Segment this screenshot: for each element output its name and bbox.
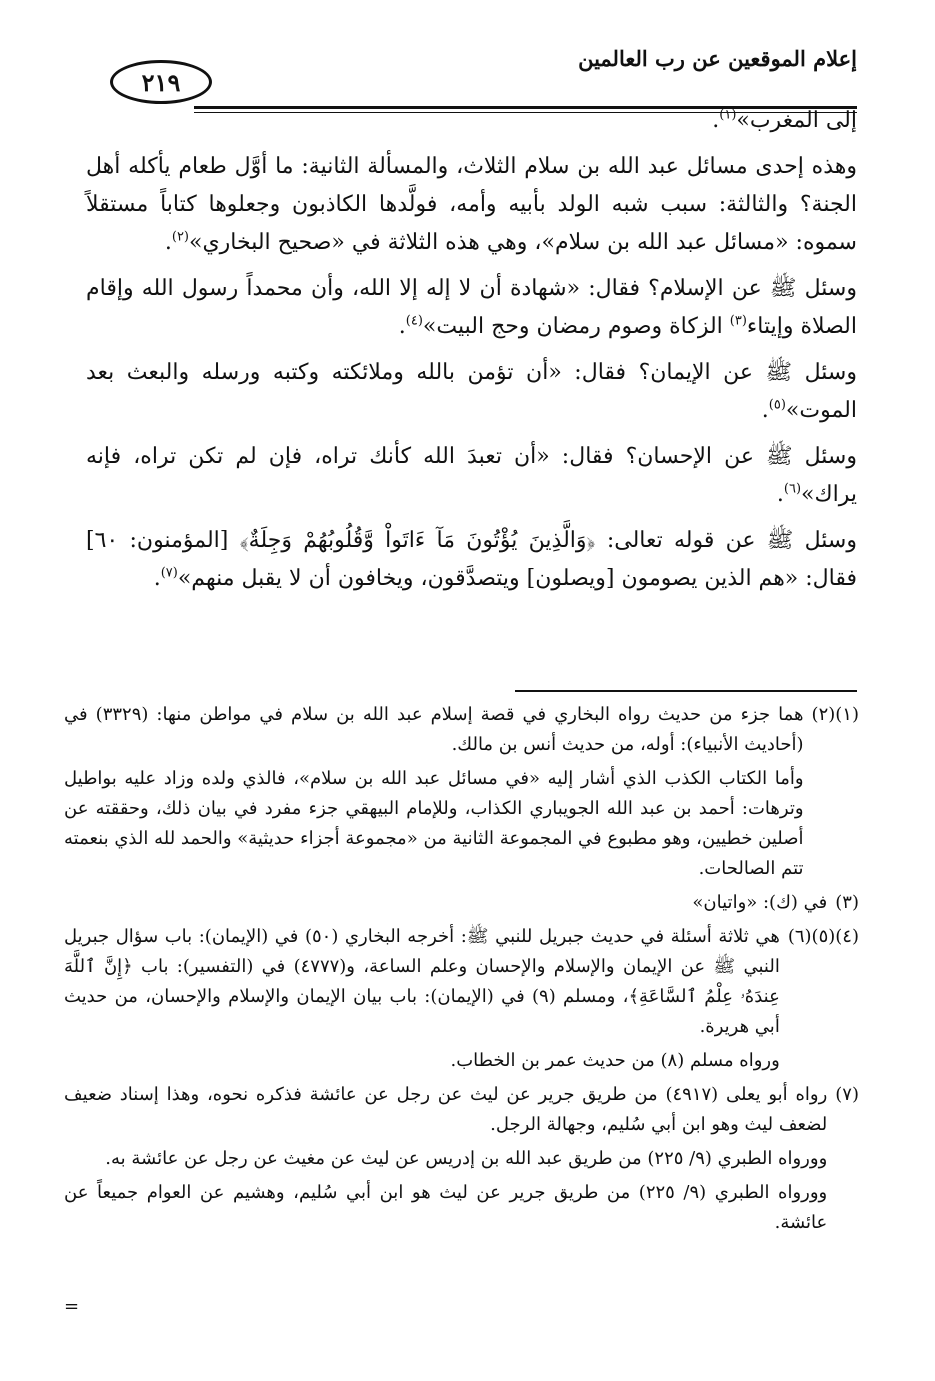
footnote-ref[interactable]: (٣) [729, 313, 747, 329]
main-text [86, 102, 857, 606]
footnote-ref[interactable]: (٧) [160, 565, 178, 581]
footnote-number: (٧) [835, 1084, 859, 1105]
paragraph-6: وسئل ﷺ عن قوله تعالى: ﴿وَالَّذِينَ يُؤْتُونَ مَآ ءَاتَواْ وَّقُلُوبُهُمْ وَجِلَةٌ﴾ [المؤمنون: ٦٠] فقال: «هم الذين يصومون [ويصلون] ويتصدَّقون، ويخافون أن لا يقبل منهم»$^{(٧)}$. [86, 528, 857, 591]
footnote-4-5-6: (٤)(٥)(٦) هي ثلاثة أسئلة في حديث جبريل للنبي ﷺ: أخرجه البخاري (٥٠) في (الإيمان): باب سؤال جبريل النبي ﷺ عن الإيمان والإسلام والإحسان وعلم الساعة، و(٤٧٧٧) في (التفسير): باب ﴿إِنَّ ٱللَّهَ عِندَهُۥ عِلْمُ ٱلسَّاعَةِ﴾، ومسلم (٩) في (الإيمان): باب بيان الإيمان والإسلام والإحسان، من حديث أبي هريرة. ورواه مسلم (٨) من حديث عمر بن الخطاب. [64, 922, 859, 1076]
footnote-ref[interactable]: (١) [719, 107, 737, 123]
continuation-mark: = [64, 1296, 80, 1317]
footnote-3: (٣) في (ك): «واتيان» [64, 888, 859, 918]
page-header [86, 40, 857, 100]
footnote-ref[interactable]: (٦) [783, 481, 802, 497]
page-number-badge: ٢١٩ [110, 60, 212, 104]
paragraph-2: وهذه إحدى مسائل عبد الله بن سلام الثلاث، والمسألة الثانية: ما أوَّل طعام يأكله أهل الجنة؟ والثالثة: سبب شبه الولد بأبيه وأمه، فولَّدها الكاذبون وجعلوها كتاباً مستقلاً سموه: «مسائل عبد الله بن سلام»، وهي هذه الثلاثة في «صحيح البخاري»$^{(٢)}$. [86, 154, 857, 255]
footnote-number: (٤)(٥)(٦) [787, 926, 859, 947]
footnote-separator [515, 690, 857, 692]
footnote-number: (١)(٢) [811, 704, 859, 725]
book-title: إعلام الموقعين عن رب العالمين [578, 46, 857, 71]
paragraph-1: إلى المغرب»$^{(١)}$. [712, 107, 857, 133]
footnote-ref[interactable]: (٤) [405, 313, 423, 329]
footnote-number: (٣) [835, 892, 859, 913]
footnote-ref[interactable]: (٥) [768, 397, 786, 413]
footnote-ref[interactable]: (٢) [171, 229, 189, 245]
paragraph-5: وسئل ﷺ عن الإحسان؟ فقال: «أن تعبدَ الله كأنك تراه، فإن لم تكن تراه، فإنه يراك»$^{(٦)}$. [86, 444, 857, 507]
paragraph-3: وسئل ﷺ عن الإسلام؟ فقال: «شهادة أن لا إله إلا الله، وأن محمداً رسول الله وإقام الصلاة وإيتاء$^{(٣)}$ الزكاة وصوم رمضان وحج البيت»$^{(٤)}$. [86, 276, 857, 339]
paragraph-4: وسئل ﷺ عن الإيمان؟ فقال: «أن تؤمن بالله وملائكته وكتبه ورسله والبعث بعد الموت»$^{(٥)}$. [86, 360, 857, 423]
footnote-7: (٧) رواه أبو يعلى (٤٩١٧) من طريق جرير عن ليث عن رجل عن عائشة فذكره نحوه، وهذا إسناد ضعيف لضعف ليث وهو ابن أبي سُليم، وجهالة الرجل. وورواه الطبري (٩/ ٢٢٥) من طريق عبد الله بن إدريس عن ليث عن مغيث عن رجل عن عائشة به. وورواه الطبري (٩/ ٢٢٥) من طريق جرير عن ليث هو ابن أبي سُليم، وهشيم عن العوام جميعاً عن عائشة. [64, 1080, 859, 1238]
footnotes [64, 700, 859, 1242]
footnote-1-2: (١)(٢) هما جزء من حديث رواه البخاري في قصة إسلام عبد الله بن سلام في مواطن منها: (٣٣٢٩) في (أحاديث الأنبياء): أوله، من حديث أنس بن مالك. وأما الكتاب الكذب الذي أشار إليه «في مسائل عبد الله بن سلام»، فالذي ولده وزاد عليه بواطيل وترهات: أحمد بن عبد الله الجويباري الكذاب، وللإمام البيهقي جزء مفرد في بيان ذلك، وحققته عن أصلين خطيين، وهو مطبوع في المجموعة الثانية من «مجموعة أجزاء حديثية» والحمد لله الذي بنعمته تتم الصالحات. [64, 700, 859, 884]
